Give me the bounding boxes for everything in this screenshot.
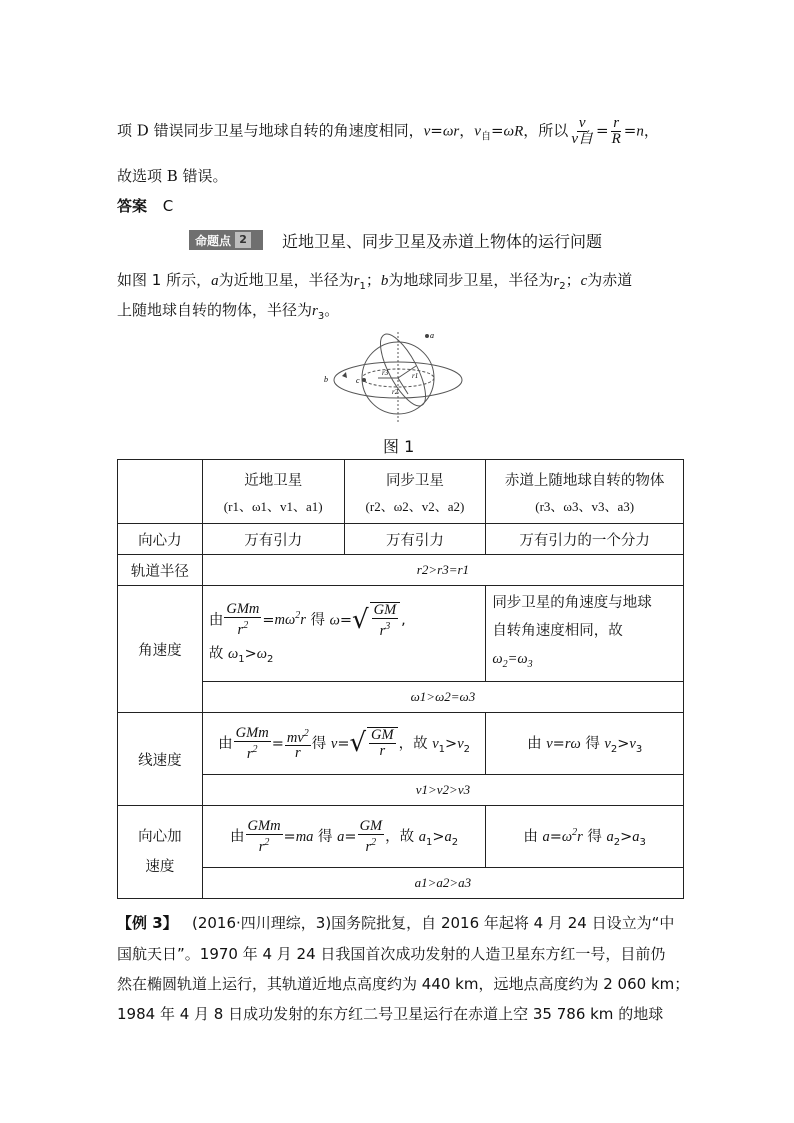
label-b: b	[324, 375, 328, 384]
desc-f: 为赤道	[587, 271, 633, 289]
var-v: v	[423, 123, 431, 140]
satellite-a-dot	[425, 334, 429, 338]
answer-label: 答案	[117, 197, 148, 215]
eq-sign: =	[430, 121, 443, 140]
fraction-v-over-vself	[569, 116, 595, 147]
v-right-you: 由	[527, 736, 542, 753]
col3-title: 赤道上随地球自转的物体	[504, 472, 665, 489]
answer-line	[117, 194, 173, 218]
comparison-table	[117, 459, 684, 899]
label-r2: r2	[392, 388, 399, 396]
comma-2: ，	[643, 121, 659, 140]
frac-GMm-r2-a: $\frac{\text{GMm}}{r^2}$	[247, 817, 281, 855]
table-row-velocity-summary	[118, 775, 684, 806]
header-col-1	[202, 460, 344, 524]
label-c: c	[356, 376, 360, 385]
desc-line-2: 上随地球自转的物体，半径为$r_3$。	[117, 301, 340, 322]
var-b: b	[380, 273, 389, 289]
omega-summary: ω1>ω2=ω3	[202, 682, 683, 713]
var-wR: ωR	[503, 123, 524, 140]
table-row-radius	[118, 555, 684, 586]
var-a: a	[211, 273, 219, 289]
accel-formula-cell: 由 $\frac{\text{GMm}}{r^2}$ =ma 得 a= $\frac{GM}{r^2}$ ，故 $a_1>a_2$	[202, 806, 485, 868]
example-line-2: 国航天日”。1970 年 4 月 24 日我国首次成功发射的人造卫星东方红一号，目前仍	[117, 945, 666, 963]
a-gu: 故	[399, 828, 415, 845]
omega-conclusion: 故 $\omega_1>\omega_2$	[208, 646, 274, 666]
example-line-4: 1984 年 4 月 8 日成功发射的东方红二号卫星运行在赤道上空 35 786 km 的地球	[117, 1005, 664, 1023]
radius-relation: r2>r3=r1	[202, 555, 683, 586]
example-text-1: (2016·四川理综，3)国务院批复，自 2016 年起将 4 月 24 日设立为“中	[191, 914, 675, 932]
label-a: a	[430, 331, 434, 340]
row-label-radius: 轨道半径	[118, 555, 203, 586]
var-r2: r	[553, 273, 560, 289]
eq-sign-2: =	[490, 121, 504, 140]
eq-sign-4: =	[623, 121, 637, 140]
omega-right-cell	[486, 586, 684, 682]
object-c-dot	[362, 378, 366, 382]
intro-text-a: 项 D 错误同步卫星与地球自转的角速度相同，	[117, 121, 424, 140]
figure-caption: 图 1	[383, 437, 415, 456]
radius-r2	[398, 378, 408, 394]
var-v-self: v	[474, 123, 481, 140]
v-de: 得	[311, 735, 327, 752]
velocity-summary: v1>v2>v3	[202, 775, 683, 806]
force-col-2: 万有引力	[344, 524, 486, 555]
col3-sub: (r3、ω3、v3、a3)	[535, 498, 635, 514]
var-r3: r	[312, 303, 318, 319]
example-line-1	[117, 911, 674, 935]
badge-number: 2	[235, 232, 251, 248]
sub-self: 自	[480, 131, 491, 143]
v-right-de: 得	[585, 736, 600, 753]
frac-GMm-r2: $\frac{\text{GMm}}{r^2}$	[226, 601, 260, 638]
a-right-de: 得	[587, 829, 602, 846]
table-row-accel-summary	[118, 868, 684, 899]
frac-GMm-r2-v: $\frac{\text{GMm}}{r^2}$	[235, 724, 269, 762]
comma: ，	[459, 121, 475, 140]
row-label-accel	[118, 806, 203, 899]
frac-GM-r2: $\frac{GM}{r^2}$	[359, 817, 383, 855]
force-col-1: 万有引力	[202, 524, 344, 555]
desc-line-1: 如图 1 所示，a为近地卫星，半径为$r_1$；b为地球同步卫星，半径为$r_2$；c为赤道	[117, 271, 633, 292]
desc-d: 为地球同步卫星，半径为	[388, 271, 554, 289]
desc-b: 为近地卫星，半径为	[218, 271, 354, 289]
a-de: 得	[318, 828, 333, 845]
table-row-accel	[118, 806, 684, 868]
table-row-omega-summary	[118, 682, 684, 713]
frac-num: v	[578, 115, 586, 131]
eq-sign-3: =	[595, 121, 609, 140]
var-n: n	[636, 123, 644, 140]
v-you: 由	[218, 735, 233, 752]
topic-title: 近地卫星、同步卫星及赤道上物体的运行问题	[282, 232, 603, 251]
omega-right-1: 同步卫星的角速度与地球	[492, 594, 652, 611]
col1-title: 近地卫星	[244, 472, 303, 489]
desc-c: ；	[365, 271, 381, 289]
var-c: c	[580, 273, 588, 289]
desc-g: 上随地球自转的物体，半径为	[117, 301, 313, 319]
omega-de: 得	[310, 612, 326, 629]
label-r1: r1	[412, 372, 419, 380]
desc-h: 。	[324, 301, 340, 319]
force-col-3: 万有引力的一个分力	[486, 524, 684, 555]
table-row-force	[118, 524, 684, 555]
table-row-omega	[118, 586, 684, 682]
orbit-figure	[318, 328, 478, 428]
so-text: ，所以	[523, 121, 569, 140]
header-col-3	[486, 460, 684, 524]
sqrt-GM-r: √ $\frac{GM}{r}$	[349, 727, 398, 759]
badge-text: 命题点	[195, 233, 232, 248]
row-label-velocity: 线速度	[118, 713, 203, 806]
row-label-accel-2: 速度	[145, 859, 175, 875]
omega-right-2: 自转角速度相同，故	[492, 622, 623, 639]
frac-den-2: R	[611, 131, 621, 147]
header-empty-cell	[118, 460, 203, 524]
desc-a: 如图 1 所示，	[117, 271, 212, 289]
row-label-accel-1: 向心加	[138, 829, 182, 845]
a-right-you: 由	[523, 829, 538, 846]
desc-e: ；	[565, 271, 581, 289]
var-r1: r	[353, 273, 360, 289]
col2-title: 同步卫星	[385, 472, 444, 489]
row-label-force: 向心力	[118, 524, 203, 555]
omega-you: 由	[208, 612, 224, 629]
table-row-velocity	[118, 713, 684, 775]
label-r3: r3	[382, 369, 389, 377]
example-line-3: 然在椭圆轨道上运行，其轨道近地点高度约为 440 km，远地点高度约为 2 060 km；	[117, 975, 690, 993]
example-label: 【例 3】	[117, 914, 178, 932]
omega-formula: 由 $\frac{\text{GMm}}{r^2}$ $=m\omega^2r$ 得 ω= √ $\frac{GM}{r^3}$ ,	[208, 601, 406, 639]
intro-line-1	[117, 116, 659, 150]
answer-value: C	[162, 197, 174, 215]
velocity-right-cell: 由 v=rω 得 $v_2>v_3$	[486, 713, 684, 775]
velocity-formula-cell: 由 $\frac{\text{GMm}}{r^2}$ = $\frac{mv^2}{r}$ 得 v= √ $\frac{GM}{r}$ ，故 $v_1>v_2$	[202, 713, 485, 775]
accel-right-cell: 由 $a=\omega^2r$ 得 $a_2>a_3$	[486, 806, 684, 868]
v-gu: 故	[413, 735, 428, 752]
fraction-r-over-R	[610, 116, 623, 147]
accel-summary: a1>a2>a3	[202, 868, 683, 899]
intro-line-2: 故选项 B 错误。	[117, 167, 228, 185]
table-header-row	[118, 460, 684, 524]
omega-gu: 故	[208, 646, 224, 663]
var-wr: ωr	[442, 123, 460, 140]
header-col-2	[344, 460, 486, 524]
col2-sub: (r2、ω2、v2、a2)	[365, 498, 465, 514]
col1-sub: (r1、ω1、v1、a1)	[223, 498, 323, 514]
a-you: 由	[230, 828, 245, 845]
orbit-arrow	[342, 372, 347, 378]
frac-num-2: r	[613, 115, 620, 131]
sqrt-GM-r3: √ $\frac{GM}{r^3}$	[352, 602, 401, 639]
frac-mv2-r: $\frac{mv^2}{r}$	[286, 727, 309, 762]
omega-formula-cell	[202, 586, 485, 682]
omega-right-3: $\omega_2=\omega_3$	[492, 650, 533, 670]
frac-den: v自	[571, 131, 593, 147]
row-label-omega: 角速度	[118, 586, 203, 713]
topic-badge	[189, 230, 263, 250]
